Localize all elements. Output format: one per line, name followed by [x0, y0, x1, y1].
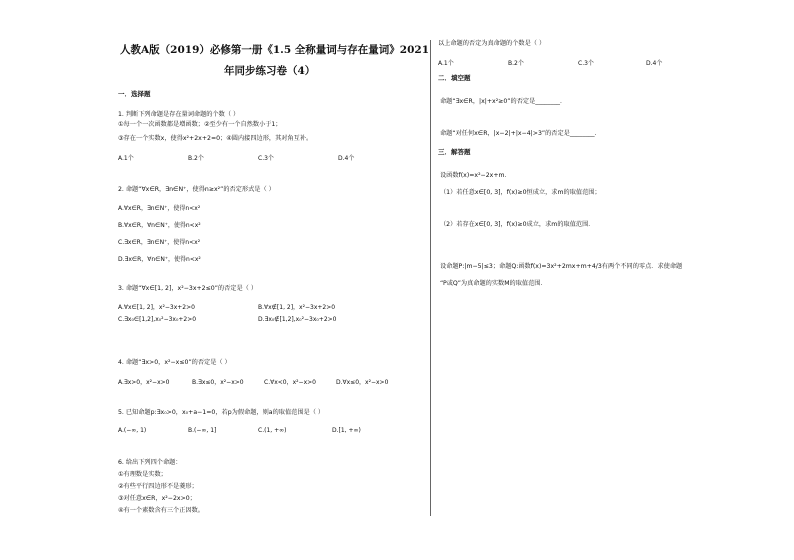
q9-stem: 设函数f(x)=x²−2x+m． — [440, 172, 511, 179]
q6-tail: 以上命题的否定为真命题的个数是（ ） — [438, 40, 546, 47]
q5-option-a[interactable]: A.(−∞, 1) — [118, 427, 147, 434]
q6-option-d[interactable]: D.4个 — [646, 60, 663, 67]
q2-option-b[interactable]: B.∀x∈R，∀n∈N⁺，使得n<x² — [118, 222, 201, 229]
q10-line1: 设命题P:|m−5|≤3；命题Q:函数f(x)=3x²+2mx+m+4/3有两个不同的零点．求使命题 — [440, 263, 683, 270]
q1-stem: 1. 判断下列命题是存在量词命题的个数（ ） — [118, 111, 240, 118]
q1-option-a[interactable]: A.1个 — [118, 155, 134, 162]
q6-stem: 6. 给出下列四个命题： — [118, 459, 182, 466]
q6-line4: ④有一个素数含有三个正因数。 — [118, 507, 204, 514]
q6-line2: ②有些平行四边形不是菱形； — [118, 483, 198, 490]
q1-option-c[interactable]: C.3个 — [258, 155, 274, 162]
section-choice: 一．选择题 — [118, 90, 151, 98]
q5-stem: 5. 已知命题p:∃x₀>0，x₀+a−1=0，若p为假命题，则a的取值范围是（ ） — [118, 409, 325, 416]
q2-option-a[interactable]: A.∀x∈R，∃n∈N⁺，使得n<x² — [118, 205, 201, 212]
q6-line1: ①有理数是实数； — [118, 471, 167, 478]
q3-option-c[interactable]: C.∃x₀∈[1,2],x₀²−3x₀+2>0 — [118, 316, 197, 323]
q3-stem: 3. 命题“∀x∈[1, 2]，x²−3x+2≤0”的否定是（ ） — [118, 285, 258, 292]
q10-line2: “P或Q”为真命题的实数M的取值范围． — [440, 280, 547, 287]
q1-option-d[interactable]: D.4个 — [338, 155, 355, 162]
q1-option-b[interactable]: B.2个 — [188, 155, 204, 162]
q3-option-d[interactable]: D.∃x₀∉[1,2],x₀²−3x₀+2>0 — [258, 316, 337, 323]
q3-option-b[interactable]: B.∀x∉[1, 2]，x²−3x+2>0 — [258, 304, 336, 311]
q6-option-a[interactable]: A.1个 — [438, 60, 454, 67]
q8-text: 命题“对任何x∈R，|x−2|+|x−4|>3”的否定是________． — [440, 130, 601, 137]
section-fill: 二．填空题 — [438, 74, 471, 82]
q6-option-b[interactable]: B.2个 — [508, 60, 524, 67]
q5-option-b[interactable]: B.(−∞, 1] — [188, 427, 217, 434]
q9-part1: （1）若任意x∈[0, 3]，f(x)≥0恒成立，求m的取值范围； — [440, 189, 601, 196]
q4-stem: 4. 命题“∃x>0，x²−x≤0”的否定是（ ） — [118, 359, 231, 366]
q7-text: 命题“∃x∈R，|x|+x²≥0”的否定是________． — [440, 98, 567, 105]
q2-stem: 2. 命题“∀x∈R，∃n∈N⁺，使得n≥x²”的否定形式是（ ） — [118, 186, 275, 193]
q2-option-d[interactable]: D.∃x∈R，∀n∈N⁺，使得n<x² — [118, 256, 201, 263]
q4-option-c[interactable]: C.∀x<0，x²−x>0 — [264, 379, 316, 386]
section-solve: 三．解答题 — [438, 148, 471, 156]
page-title-line1: 人教A版（2019）必修第一册《1.5 全称量词与存在量词》2021 — [120, 44, 430, 56]
q3-option-a[interactable]: A.∀x∈[1, 2]，x²−3x+2>0 — [118, 304, 195, 311]
q5-option-c[interactable]: C.(1, +∞) — [258, 427, 287, 434]
q5-option-d[interactable]: D.[1, +∞) — [332, 427, 361, 434]
q6-option-c[interactable]: C.3个 — [578, 60, 594, 67]
q4-option-d[interactable]: D.∀x≤0，x²−x>0 — [336, 379, 389, 386]
q4-option-a[interactable]: A.∃x>0，x²−x>0 — [118, 379, 170, 386]
q6-line3: ③对任意x∈R，x²−2x>0； — [118, 495, 196, 502]
q2-option-c[interactable]: C.∃x∈R，∃n∈N⁺，使得n<x² — [118, 239, 201, 246]
q1-line1: ①每一个一次函数都是增函数；②至少有一个自然数小于1； — [118, 121, 282, 128]
column-divider — [430, 40, 431, 516]
q1-line2: ③存在一个实数x，使得x²+2x+2=0；④圆内接四边形，其对角互补。 — [118, 135, 313, 142]
q4-option-b[interactable]: B.∃x≤0，x²−x>0 — [192, 379, 244, 386]
page-title-line2: 年同步练习卷（4） — [224, 65, 316, 77]
q9-part2: （2）若存在x∈[0, 3]，f(x)≥0成立，求m的取值范围． — [440, 221, 595, 228]
